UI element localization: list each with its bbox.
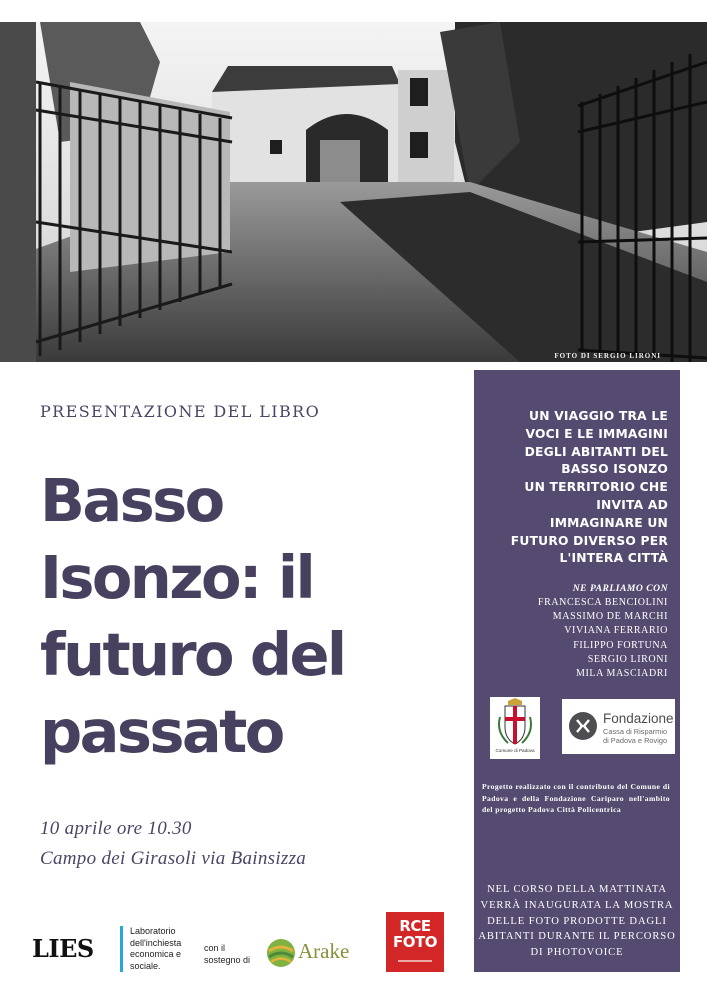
fondazione-subtitle: Cassa di Risparmio di Padova e Rovigo xyxy=(603,727,668,745)
event-date: 10 aprile ore 10.30 xyxy=(40,818,192,839)
speaker-name: FRANCESCA BENCIOLINI xyxy=(537,597,668,608)
support-label: con il sostegno di xyxy=(204,943,251,965)
fondazione-mark-icon xyxy=(569,712,597,740)
panel-tagline xyxy=(482,408,668,568)
title-line: Isonzo: il xyxy=(40,543,314,612)
tagline-line: L'INTERA CITTÀ xyxy=(559,551,668,566)
rce-foto-logo xyxy=(386,912,444,972)
arake-name: Arake xyxy=(298,939,350,963)
exhibit-line: VERRÀ INAUGURATA LA MOSTRA xyxy=(480,899,674,911)
comune-padova-logo xyxy=(490,697,540,759)
rce-divider xyxy=(398,960,432,962)
lies-logo: LIES xyxy=(32,934,94,963)
tagline-line: IMMAGINARE UN xyxy=(549,515,668,530)
arake-logo xyxy=(266,935,368,971)
event-kicker: PRESENTAZIONE DEL LIBRO xyxy=(40,402,321,421)
tagline-line: INVITA AD xyxy=(596,497,668,512)
title-line: futuro del xyxy=(40,620,345,689)
project-note: Progetto realizzato con il contributo del Comune di Padova e della Fondazione Cariparo nell'ambito del progetto Padova Città Policentrica xyxy=(482,782,670,814)
speakers-list xyxy=(482,596,668,681)
lies-description: Laboratorio dell'inchiesta economica e sociale. xyxy=(130,926,182,971)
photo-credit: FOTO DI SERGIO LIRONI xyxy=(554,352,661,360)
cover-photo xyxy=(0,22,707,362)
speakers-heading: NE PARLIAMO CON xyxy=(572,583,668,594)
farmhouse-gate-photo xyxy=(0,22,707,362)
speaker-name: FILIPPO FORTUNA xyxy=(573,639,668,651)
title-line: passato xyxy=(40,697,283,766)
info-panel xyxy=(474,370,680,972)
coat-of-arms-icon xyxy=(490,697,540,749)
speaker-name: MASSIMO DE MARCHI xyxy=(552,611,668,623)
lies-accent-bar xyxy=(120,926,123,972)
arake-globe-icon xyxy=(266,937,296,969)
speaker-name: VIVIANA FERRARIO xyxy=(564,625,668,637)
tagline-line: FUTURO DIVERSO PER xyxy=(510,533,668,548)
event-details xyxy=(40,814,440,874)
fondazione-name: Fondazione xyxy=(603,711,674,726)
exhibit-line: NEL CORSO DELLA MATTINATA xyxy=(487,884,667,895)
speaker-name: SERGIO LIRONI xyxy=(587,653,668,665)
rce-bottom-text: FOTO xyxy=(393,933,437,951)
comune-caption: Comune di Padova xyxy=(495,748,535,753)
speaker-name: MILA MASCIADRI xyxy=(575,668,668,680)
exhibit-line: DI PHOTOVOICE xyxy=(530,947,624,959)
tagline-line: BASSO ISONZO xyxy=(561,462,668,477)
tagline-line: VOCI E LE IMMAGINI xyxy=(525,426,668,441)
exhibition-note xyxy=(477,882,677,961)
exhibit-line: DELLE FOTO PRODOTTE DAGLI xyxy=(487,915,667,927)
event-venue: Campo dei Girasoli via Bainsizza xyxy=(40,848,307,869)
tagline-line: UN TERRITORIO CHE xyxy=(524,480,668,495)
tagline-line: UN VIAGGIO TRA LE xyxy=(529,409,668,423)
tagline-line: DEGLI ABITANTI DEL xyxy=(524,444,668,459)
book-title xyxy=(40,462,440,770)
title-line: Basso xyxy=(40,466,223,535)
rce-top-text: RCE xyxy=(399,917,431,935)
fondazione-logo xyxy=(562,699,675,754)
exhibit-line: ABITANTI DURANTE IL PERCORSO xyxy=(478,931,676,943)
